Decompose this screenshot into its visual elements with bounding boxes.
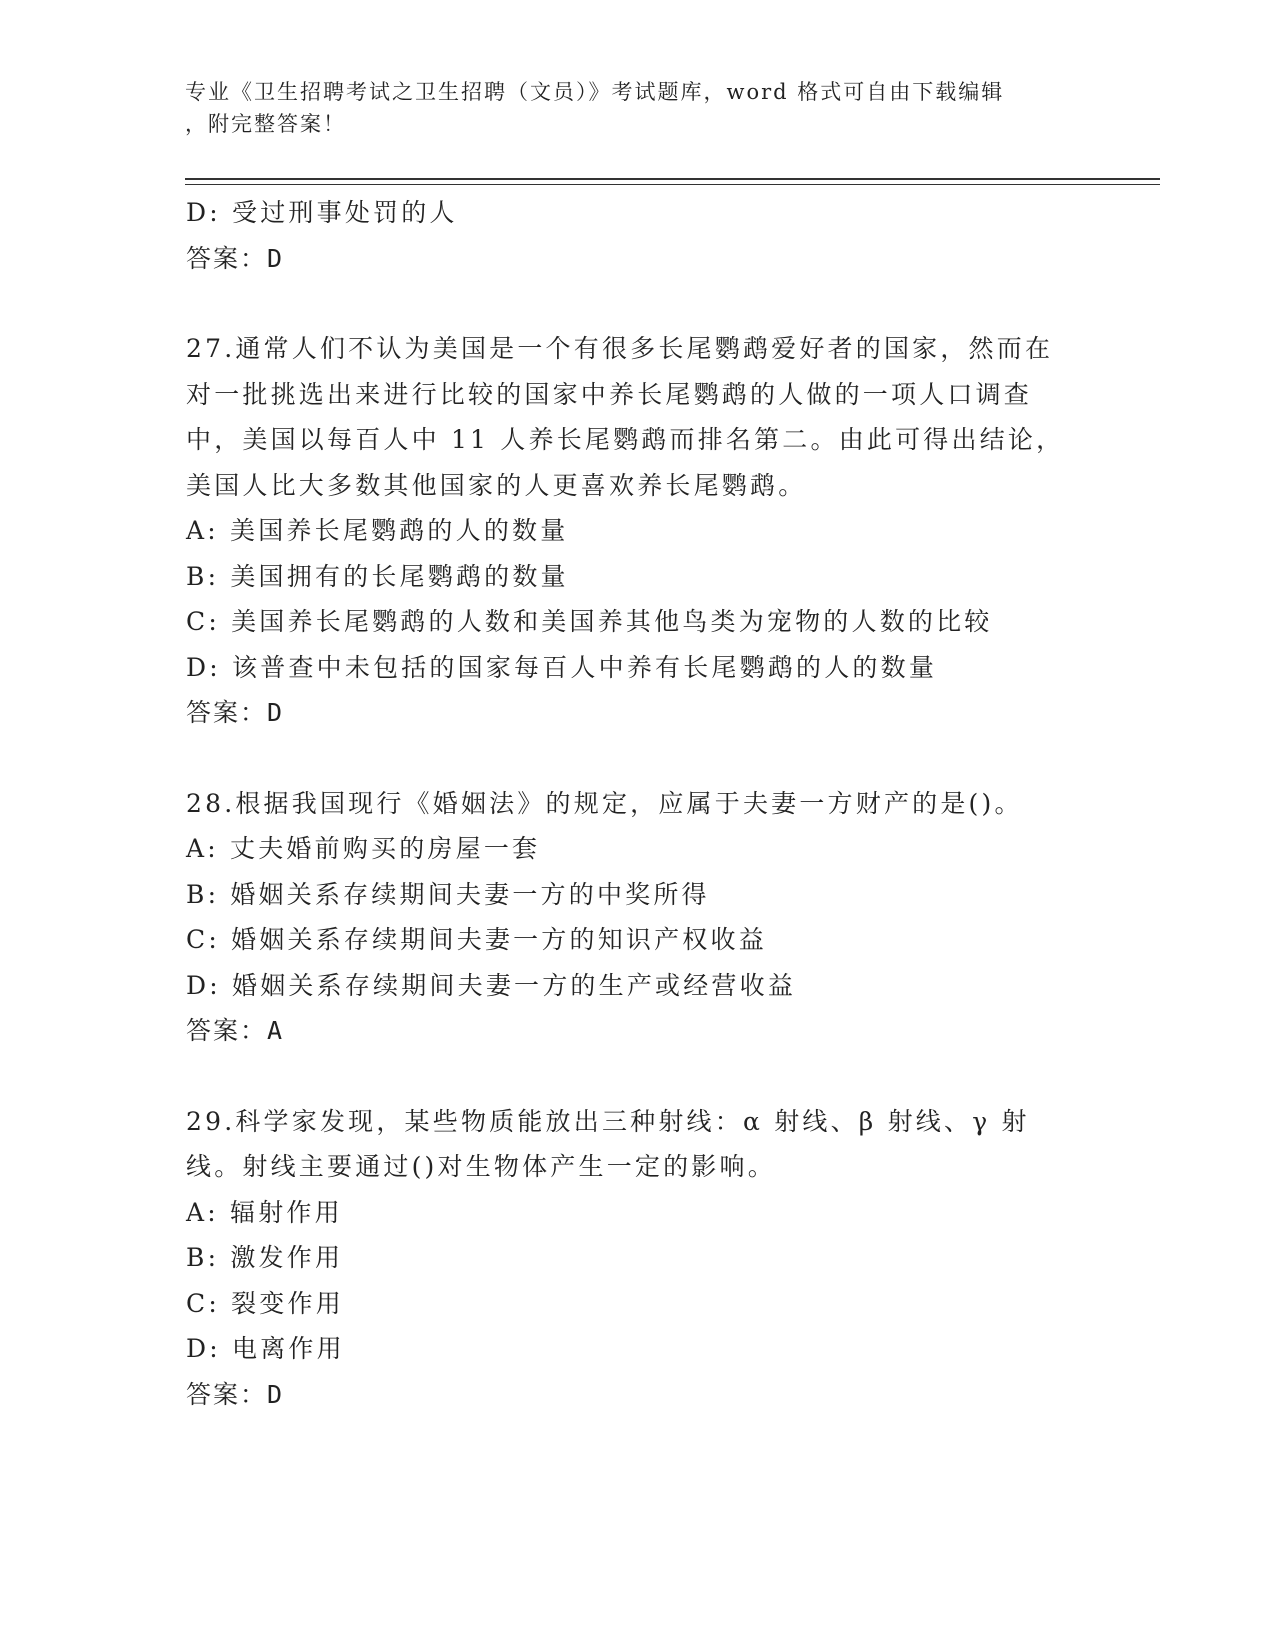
answer-line [186,690,1086,736]
option-d: D: 该普查中未包括的国家每百人中养有长尾鹦鹉的人的数量 [186,652,938,682]
option-c: C: 美国养长尾鹦鹉的人数和美国养其他鸟类为宠物的人数的比较 [186,607,993,636]
answer-value: A [267,1016,285,1045]
question-stem-line: 28.根据我国现行《婚姻法》的规定，应属于夫妻一方财产的是()。 [186,788,1023,818]
question-stem-line: 中，美国以每百人中 11 人养长尾鹦鹉而排名第二。由此可得出结论， [186,425,1065,454]
answer-line [186,1372,1086,1418]
header-line-2: ，附完整答案！ [185,112,346,136]
question-stem-line: 对一批挑选出来进行比较的国家中养长尾鹦鹉的人做的一项人口调查 [186,379,1033,409]
option-b: B: 美国拥有的长尾鹦鹉的数量 [186,561,569,591]
answer-line [186,236,1086,282]
header-line-1: 专业《卫生招聘考试之卫生招聘（文员）》考试题库，word 格式可自由下载编辑 [185,80,1005,104]
header-divider-thin [185,184,1160,185]
option-b: B: 婚姻关系存续期间夫妻一方的中奖所得 [186,879,710,909]
question-27 [186,326,1086,736]
answer-value: D [267,243,285,273]
question-stem-line: 29.科学家发现，某些物质能放出三种射线：α 射线、β 射线、γ 射 [186,1106,1030,1136]
answer-value: D [267,1379,285,1409]
option-c: C: 婚姻关系存续期间夫妻一方的知识产权收益 [186,925,767,954]
option-a: A: 丈夫婚前购买的房屋一套 [186,834,541,863]
document-body [186,190,1086,1417]
option-b: B: 激发作用 [186,1243,344,1272]
option-d: D: 受过刑事处罚的人 [186,198,458,227]
answer-label: 答案： [186,1016,268,1045]
question-stem-line: 27.通常人们不认为美国是一个有很多长尾鹦鹉爱好者的国家，然而在 [186,334,1054,363]
question-29 [186,1099,1086,1418]
option-a: A: 美国养长尾鹦鹉的人的数量 [186,516,569,545]
answer-value: D [267,698,285,727]
option-c: C: 裂变作用 [186,1288,344,1318]
option-a: A: 辐射作用 [186,1197,343,1227]
answer-line [186,1008,1086,1054]
answer-label: 答案： [186,243,268,273]
option-d: D: 婚姻关系存续期间夫妻一方的生产或经营收益 [186,970,797,1000]
answer-label: 答案： [186,698,268,727]
header-divider-thick [185,178,1160,180]
question-stem-line: 美国人比大多数其他国家的人更喜欢养长尾鹦鹉。 [186,470,807,500]
answer-label: 答案： [186,1379,268,1409]
question-28 [186,781,1086,1054]
question-stem-line: 线。射线主要通过()对生物体产生一定的影响。 [186,1152,776,1181]
document-header [185,76,1085,140]
option-d: D: 电离作用 [186,1334,345,1363]
prev-question-tail [186,190,1086,281]
